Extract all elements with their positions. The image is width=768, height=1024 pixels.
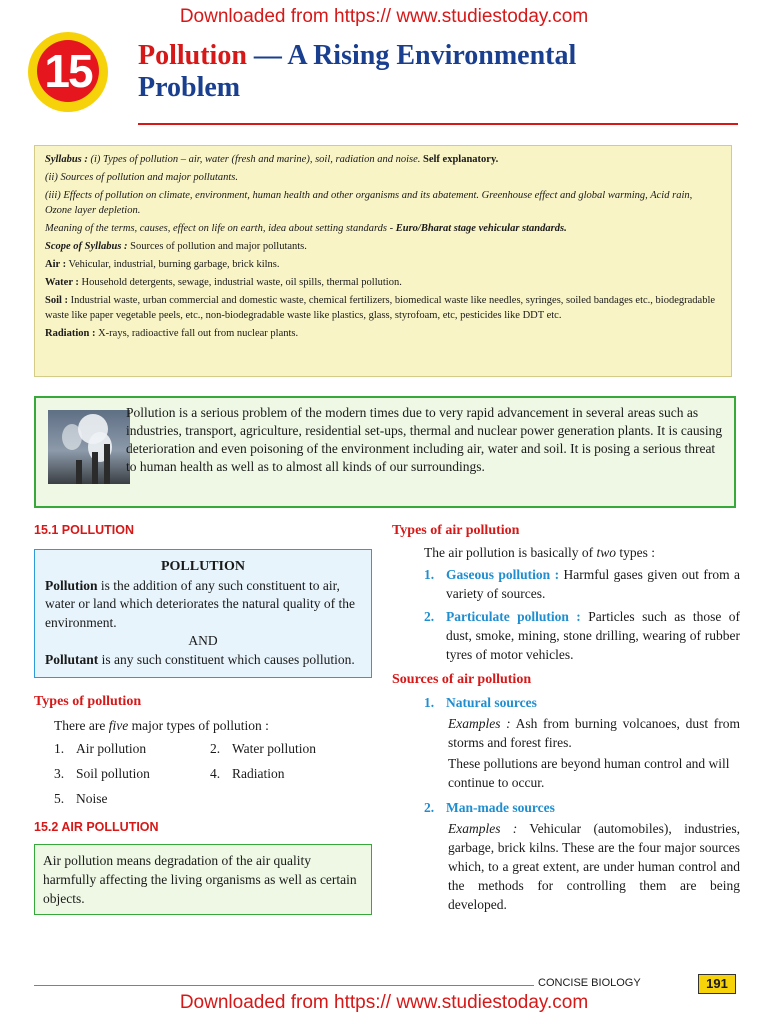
types-list	[34, 739, 372, 808]
right-column	[392, 523, 740, 914]
page-number: 191	[698, 974, 736, 994]
list-item: 1. Air pollution	[54, 741, 147, 756]
list-item: 2. Water pollution	[210, 741, 317, 756]
particulate-number: 2.	[424, 609, 435, 624]
syllabus-line4-bold: Euro/Bharat stage vehicular standards.	[395, 223, 567, 234]
air-types-intro	[392, 543, 740, 562]
radiation-label: Radiation :	[45, 328, 96, 339]
factory-smoke-image	[48, 410, 130, 484]
section-15-2-heading: 15.2 AIR POLLUTION	[34, 820, 159, 834]
scope-label: Scope of Syllabus :	[45, 241, 128, 252]
pollution-definition-box	[34, 549, 372, 678]
natural-examples-text: Ash from burning volcanoes, dust from storms and forest fires.	[448, 716, 740, 750]
soil-label: Soil :	[45, 295, 69, 306]
air-types-em: two	[596, 545, 616, 560]
natural-term: Natural sources	[446, 695, 537, 710]
chapter-title	[138, 40, 576, 104]
intro-text: Pollution is a serious problem of the modern times due to very rapid advancement in several areas such as industries, transport, agriculture, residential set-ups, thermal and nuclear power generation plants. It is causing deterioration and even poisoning of the environment including air, water and soil. It is posing a serious threat to human health as well as to almost all kinds of our surroundings.	[126, 405, 723, 474]
types-intro	[34, 716, 372, 735]
water-text: Household detergents, sewage, industrial waste, oil spills, thermal pollution.	[78, 277, 402, 288]
gaseous-term: Gaseous pollution :	[446, 567, 560, 582]
gaseous-number: 1.	[424, 567, 435, 582]
natural-number: 1.	[424, 695, 435, 710]
particulate-item	[392, 607, 740, 664]
intro-box	[34, 396, 736, 508]
air-types-pre: The air pollution is basically of	[424, 545, 597, 560]
title-rest: A Rising Environmental	[287, 40, 577, 71]
syllabus-label: Syllabus :	[45, 154, 88, 165]
watermark-bottom: Downloaded from https:// www.studiestoday.com	[179, 992, 589, 1013]
title-line2: Problem	[138, 72, 241, 103]
pollutant-term: Pollutant	[45, 651, 99, 667]
syllabus-bold: Self explanatory.	[423, 154, 499, 165]
man-made-examples	[392, 819, 740, 914]
air-label: Air :	[45, 259, 67, 270]
watermark-top: Downloaded from https:// www.studiestoday.com	[179, 6, 589, 27]
gaseous-item	[392, 565, 740, 603]
air-pollution-definition-box: Air pollution means degradation of the air quality harmfully affecting the living organisms as well as certain objects.	[34, 844, 372, 915]
man-made-examples-text: Vehicular (automobiles), industries, garbage, brick kilns. These are the four major sources which, to a great extent, are under human control and the methods for controlling them are being developed.	[448, 821, 740, 912]
syllabus-line4: Meaning of the terms, causes, effect on life on earth, idea about setting standards -	[45, 223, 396, 234]
footer-divider	[34, 985, 534, 986]
natural-note: These pollutions are beyond human control and will continue to occur.	[448, 756, 730, 790]
types-pre: There are	[54, 718, 109, 733]
title-red: Pollution	[138, 40, 247, 71]
syllabus-line3: (iii) Effects of pollution on climate, environment, human health and other organisms and its abatement. Greenhouse effect and global warming, Acid rain, Ozone layer depletion.	[45, 190, 693, 216]
list-item: 4. Radiation	[210, 766, 285, 781]
man-made-number: 2.	[424, 800, 435, 815]
particulate-term: Particulate pollution :	[446, 609, 581, 624]
man-made-term: Man-made sources	[446, 800, 555, 815]
air-text: Vehicular, industrial, burning garbage, brick kilns.	[66, 259, 280, 270]
sources-heading: Sources of air pollution	[392, 672, 532, 687]
gaseous-text: Harmful gases given out from a variety of sources.	[446, 567, 740, 601]
and-label: AND	[188, 633, 218, 648]
radiation-text: X-rays, radioactive fall out from nuclear plants.	[95, 328, 299, 339]
title-dash: —	[246, 40, 288, 71]
types-of-air-pollution-heading: Types of air pollution	[392, 523, 520, 538]
natural-examples-label: Examples :	[448, 716, 511, 731]
natural-sources-item	[392, 693, 740, 712]
left-column	[34, 523, 372, 915]
footer-book-title: CONCISE BIOLOGY	[538, 977, 641, 989]
natural-examples	[392, 714, 740, 752]
chapter-number: 15	[37, 40, 99, 102]
particulate-text: Particles such as those of dust, smoke, mining, stone drilling, wearing of rubber tyres of motor vehicles.	[446, 609, 741, 662]
water-label: Water :	[45, 277, 79, 288]
syllabus-line2: (ii) Sources of pollution and major pollutants.	[45, 172, 238, 183]
chapter-badge	[28, 32, 108, 112]
soil-text: Industrial waste, urban commercial and domestic waste, chemical fertilizers, biomedical waste like needles, syringes, soiled bandages etc., biodegradable waste like paper vegetable peels, etc., non-biodegradable waste like plastics, glass, styrofoam, etc, pesticides like DDT etc.	[45, 295, 716, 321]
pollution-def: is the addition of any such constituent to air, water or land which deteriorates the natural quality of the environment.	[45, 577, 356, 630]
air-types-post: types :	[615, 545, 655, 560]
man-made-examples-label: Examples :	[448, 821, 518, 836]
title-divider	[138, 123, 738, 125]
syllabus-box	[34, 145, 732, 377]
list-item: 3. Soil pollution	[54, 766, 150, 781]
list-item: 5. Noise	[54, 791, 108, 806]
definition-box-title: POLLUTION	[160, 559, 245, 574]
section-15-1-heading: 15.1 POLLUTION	[34, 523, 135, 537]
scope-text: Sources of pollution and major pollutants.	[127, 241, 307, 252]
pollutant-def: is any such constituent which causes pollution.	[98, 651, 355, 667]
types-post: major types of pollution :	[128, 718, 269, 733]
man-made-sources-item	[392, 798, 740, 817]
pollution-term: Pollution	[45, 577, 98, 593]
types-of-pollution-heading: Types of pollution	[34, 694, 142, 709]
syllabus-text: (i) Types of pollution – air, water (fresh and marine), soil, radiation and noise.	[87, 154, 424, 165]
types-em: five	[108, 718, 129, 733]
